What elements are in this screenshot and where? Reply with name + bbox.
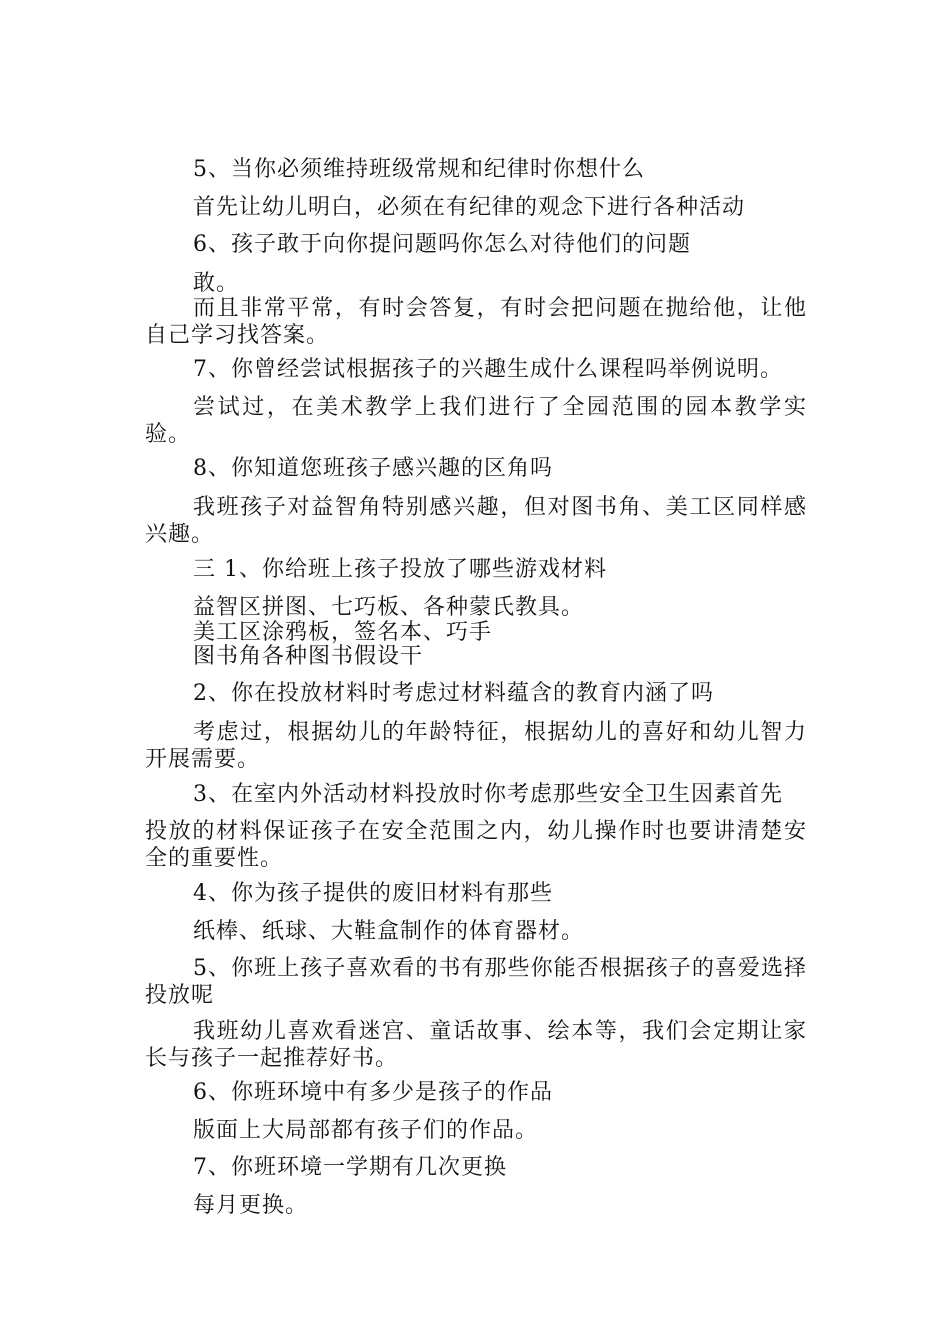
question-7-environment: 7、你班环境一学期有几次更换 (193, 1155, 507, 1180)
answer-7-curriculum: 尝试过，在美术教学上我们进行了全园范围的园本教学实验。 (145, 395, 807, 447)
answer-6-dare: 敢。 (193, 271, 240, 296)
question-2-education: 2、你在投放材料时考虑过材料蕴含的教育内涵了吗 (193, 681, 714, 706)
question-3-safety: 3、在室内外活动材料投放时你考虑那些安全卫生因素首先 (193, 782, 783, 807)
question-5-books: 5、你班上孩子喜欢看的书有那些你能否根据孩子的喜爱选择投放呢 (145, 956, 807, 1008)
answer-materials-puzzle: 益智区拼图、七巧板、各种蒙氏教具。 (193, 595, 585, 620)
question-4-waste-materials: 4、你为孩子提供的废旧材料有那些 (193, 881, 553, 906)
answer-4-waste-materials: 纸棒、纸球、大鞋盒制作的体育器材。 (193, 919, 585, 944)
answer-5-discipline: 首先让幼儿明白，必须在有纪律的观念下进行各种活动 (193, 195, 746, 220)
answer-6-detail: 而且非常平常，有时会答复，有时会把问题在抛给他，让他自己学习找答案。 (145, 296, 807, 348)
question-8-corners: 8、你知道您班孩子感兴趣的区角吗 (193, 456, 553, 481)
answer-materials-books: 图书角各种图书假设干 (193, 644, 424, 669)
question-6-artwork: 6、你班环境中有多少是孩子的作品 (193, 1080, 553, 1105)
question-6-questions: 6、孩子敢于向你提问题吗你怎么对待他们的问题 (193, 232, 691, 257)
answer-3-safety: 投放的材料保证孩子在安全范围之内，幼儿操作时也要讲清楚安全的重要性。 (145, 819, 807, 871)
answer-6-artwork: 版面上大局部都有孩子们的作品。 (193, 1118, 539, 1143)
question-7-curriculum: 7、你曾经尝试根据孩子的兴趣生成什么课程吗举例说明。 (193, 357, 783, 382)
question-5-discipline: 5、当你必须维持班级常规和纪律时你想什么 (193, 157, 645, 182)
answer-5-books: 我班幼儿喜欢看迷宫、童话故事、绘本等，我们会定期让家长与孩子一起推荐好书。 (145, 1019, 807, 1071)
answer-materials-art: 美工区涂鸦板，签名本、巧手 (193, 620, 493, 645)
answer-8-corners: 我班孩子对益智角特别感兴趣，但对图书角、美工区同样感兴趣。 (145, 495, 807, 547)
answer-7-environment: 每月更换。 (193, 1193, 309, 1218)
answer-2-education: 考虑过，根据幼儿的年龄特征，根据幼儿的喜好和幼儿智力开展需要。 (145, 720, 807, 772)
section-3-question-1: 三 1、你给班上孩子投放了哪些游戏材料 (193, 557, 607, 582)
